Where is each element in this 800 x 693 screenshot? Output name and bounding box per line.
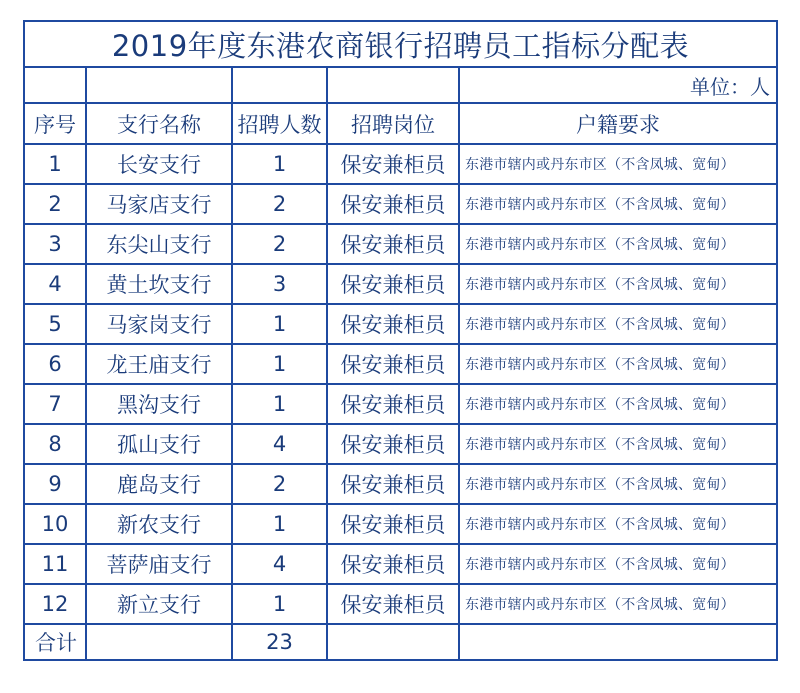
cell-no: 6 bbox=[24, 344, 86, 384]
allocation-table bbox=[23, 20, 778, 661]
blank-cell bbox=[327, 624, 459, 660]
cell-no: 11 bbox=[24, 544, 86, 584]
cell-branch: 孤山支行 bbox=[86, 424, 232, 464]
cell-branch: 龙王庙支行 bbox=[86, 344, 232, 384]
cell-requirement: 东港市辖内或丹东市区（不含凤城、宽甸） bbox=[459, 304, 777, 344]
cell-position: 保安兼柜员 bbox=[327, 504, 459, 544]
cell-requirement: 东港市辖内或丹东市区（不含凤城、宽甸） bbox=[459, 144, 777, 184]
cell-requirement: 东港市辖内或丹东市区（不含凤城、宽甸） bbox=[459, 584, 777, 624]
cell-position: 保安兼柜员 bbox=[327, 184, 459, 224]
table-row bbox=[24, 264, 777, 304]
cell-branch: 黑沟支行 bbox=[86, 384, 232, 424]
table-row bbox=[24, 224, 777, 264]
cell-position: 保安兼柜员 bbox=[327, 544, 459, 584]
cell-no: 7 bbox=[24, 384, 86, 424]
cell-no: 2 bbox=[24, 184, 86, 224]
cell-requirement: 东港市辖内或丹东市区（不含凤城、宽甸） bbox=[459, 264, 777, 304]
cell-position: 保安兼柜员 bbox=[327, 344, 459, 384]
cell-position: 保安兼柜员 bbox=[327, 384, 459, 424]
cell-requirement: 东港市辖内或丹东市区（不含凤城、宽甸） bbox=[459, 184, 777, 224]
header-branch: 支行名称 bbox=[86, 103, 232, 144]
cell-position: 保安兼柜员 bbox=[327, 224, 459, 264]
unit-label: 单位：人 bbox=[459, 67, 777, 103]
cell-branch: 菩萨庙支行 bbox=[86, 544, 232, 584]
cell-no: 9 bbox=[24, 464, 86, 504]
cell-no: 10 bbox=[24, 504, 86, 544]
cell-branch: 黄土坎支行 bbox=[86, 264, 232, 304]
cell-branch: 东尖山支行 bbox=[86, 224, 232, 264]
cell-position: 保安兼柜员 bbox=[327, 464, 459, 504]
cell-requirement: 东港市辖内或丹东市区（不含凤城、宽甸） bbox=[459, 504, 777, 544]
cell-count: 2 bbox=[232, 464, 327, 504]
table-row bbox=[24, 544, 777, 584]
blank-cell bbox=[459, 624, 777, 660]
cell-count: 4 bbox=[232, 544, 327, 584]
blank-cell bbox=[24, 67, 86, 103]
cell-requirement: 东港市辖内或丹东市区（不含凤城、宽甸） bbox=[459, 464, 777, 504]
cell-count: 1 bbox=[232, 584, 327, 624]
cell-count: 2 bbox=[232, 224, 327, 264]
table-row bbox=[24, 384, 777, 424]
cell-requirement: 东港市辖内或丹东市区（不含凤城、宽甸） bbox=[459, 384, 777, 424]
table-title: 2019年度东港农商银行招聘员工指标分配表 bbox=[24, 21, 777, 67]
cell-requirement: 东港市辖内或丹东市区（不含凤城、宽甸） bbox=[459, 544, 777, 584]
cell-requirement: 东港市辖内或丹东市区（不含凤城、宽甸） bbox=[459, 224, 777, 264]
blank-cell bbox=[232, 67, 327, 103]
blank-cell bbox=[327, 67, 459, 103]
table-row bbox=[24, 424, 777, 464]
cell-branch: 新立支行 bbox=[86, 584, 232, 624]
cell-count: 4 bbox=[232, 424, 327, 464]
table-row bbox=[24, 344, 777, 384]
blank-cell bbox=[86, 67, 232, 103]
cell-position: 保安兼柜员 bbox=[327, 424, 459, 464]
cell-no: 3 bbox=[24, 224, 86, 264]
total-label: 合计 bbox=[24, 624, 86, 660]
table-row bbox=[24, 144, 777, 184]
cell-no: 1 bbox=[24, 144, 86, 184]
cell-requirement: 东港市辖内或丹东市区（不含凤城、宽甸） bbox=[459, 344, 777, 384]
cell-branch: 长安支行 bbox=[86, 144, 232, 184]
cell-branch: 马家店支行 bbox=[86, 184, 232, 224]
cell-no: 12 bbox=[24, 584, 86, 624]
cell-no: 5 bbox=[24, 304, 86, 344]
table-row bbox=[24, 584, 777, 624]
cell-position: 保安兼柜员 bbox=[327, 144, 459, 184]
total-count: 23 bbox=[232, 624, 327, 660]
header-position: 招聘岗位 bbox=[327, 103, 459, 144]
cell-branch: 马家岗支行 bbox=[86, 304, 232, 344]
cell-count: 1 bbox=[232, 384, 327, 424]
cell-count: 1 bbox=[232, 344, 327, 384]
cell-count: 1 bbox=[232, 144, 327, 184]
table-row bbox=[24, 504, 777, 544]
cell-count: 3 bbox=[232, 264, 327, 304]
allocation-sheet bbox=[23, 20, 778, 661]
cell-no: 8 bbox=[24, 424, 86, 464]
cell-no: 4 bbox=[24, 264, 86, 304]
cell-branch: 鹿岛支行 bbox=[86, 464, 232, 504]
header-no: 序号 bbox=[24, 103, 86, 144]
cell-position: 保安兼柜员 bbox=[327, 584, 459, 624]
cell-position: 保安兼柜员 bbox=[327, 264, 459, 304]
cell-count: 1 bbox=[232, 304, 327, 344]
cell-position: 保安兼柜员 bbox=[327, 304, 459, 344]
table-row bbox=[24, 184, 777, 224]
header-requirement: 户籍要求 bbox=[459, 103, 777, 144]
cell-requirement: 东港市辖内或丹东市区（不含凤城、宽甸） bbox=[459, 424, 777, 464]
table-row bbox=[24, 464, 777, 504]
blank-cell bbox=[86, 624, 232, 660]
header-count: 招聘人数 bbox=[232, 103, 327, 144]
table-row bbox=[24, 304, 777, 344]
cell-count: 1 bbox=[232, 504, 327, 544]
cell-branch: 新农支行 bbox=[86, 504, 232, 544]
cell-count: 2 bbox=[232, 184, 327, 224]
